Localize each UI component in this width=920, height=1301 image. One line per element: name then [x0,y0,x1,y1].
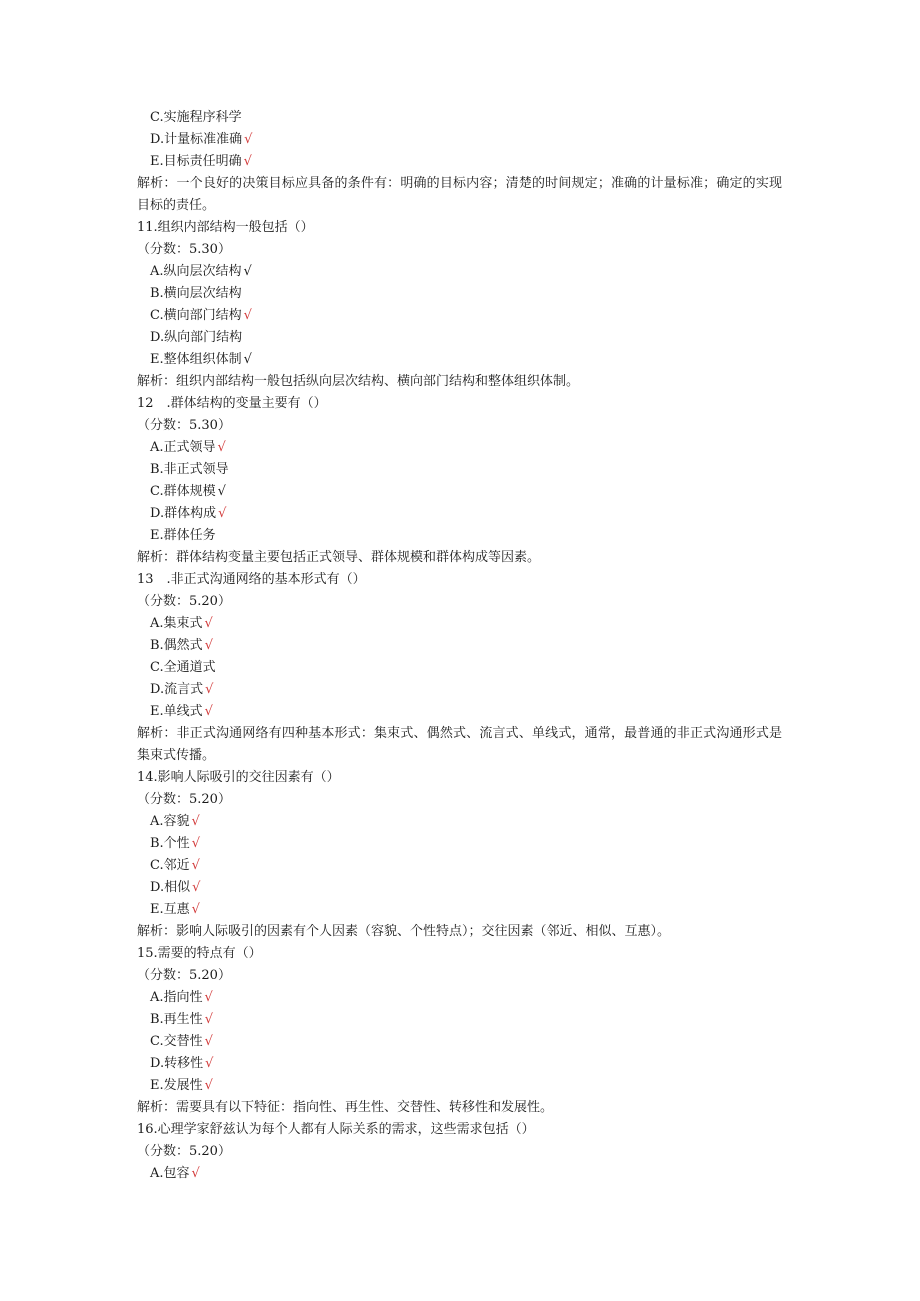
check-mark-icon: √ [217,440,226,455]
option-a [137,261,782,283]
option-e [137,525,782,547]
question-13 [137,569,782,767]
explanation: 解析：群体结构变量主要包括正式领导、群体规模和群体构成等因素。 [137,550,541,565]
check-mark-icon: √ [204,616,213,631]
option-text: C.横向部门结构 [150,308,242,323]
option-text: A.指向性 [150,990,203,1005]
explanation: 解析：组织内部结构一般包括纵向层次结构、横向部门结构和整体组织体制。 [137,374,580,389]
option-text: D.流言式 [150,682,204,697]
option-text: A.包容 [150,1166,190,1181]
option-text: C.群体规模 [150,484,216,499]
document-page [137,107,782,1185]
check-mark-icon: √ [204,1078,213,1093]
explanation: 解析：需要具有以下特征：指向性、再生性、交替性、转移性和发展性。 [137,1100,554,1115]
check-mark-icon: √ [191,902,200,917]
question-10-tail [137,107,782,217]
option-10-c [137,107,782,129]
option-10-d [137,129,782,151]
explanation: 解析：一个良好的决策目标应具备的条件有：明确的目标内容；清楚的时间规定；准确的计量标准；确定的实现目标的责任。 [137,176,782,213]
option-text: B.个性 [150,836,190,851]
option-d [137,327,782,349]
option-c [137,481,782,503]
check-mark-icon: √ [191,858,200,873]
option-text: E.发展性 [150,1078,203,1093]
option-text: C.邻近 [150,858,190,873]
check-mark-icon: √ [218,506,227,521]
question-score: （分数：5.20） [137,1144,231,1159]
option-text: C.交替性 [150,1034,203,1049]
option-d [137,1053,782,1075]
option-text: D.群体构成 [150,506,217,521]
check-mark-icon: √ [192,880,201,895]
option-text: D.转移性 [150,1056,204,1071]
option-e [137,701,782,723]
option-a [137,1163,782,1185]
option-a [137,613,782,635]
option-c [137,855,782,877]
check-mark-icon: √ [204,990,213,1005]
option-b [137,459,782,481]
check-mark-icon: √ [204,1034,213,1049]
option-text: A.容貌 [150,814,190,829]
check-mark-icon: √ [204,1012,213,1027]
option-text: D.计量标准准确 [150,132,243,147]
question-score: （分数：5.20） [137,594,231,609]
option-b [137,283,782,305]
check-mark-icon: √ [244,132,253,147]
question-title: 15.需要的特点有（） [137,946,262,961]
option-text: E.整体组织体制 [150,352,242,367]
option-text: D.纵向部门结构 [150,330,243,345]
option-d [137,877,782,899]
question-score: （分数：5.20） [137,792,231,807]
question-score: （分数：5.20） [137,968,231,983]
option-text: E.单线式 [150,704,203,719]
question-14 [137,767,782,943]
check-mark-icon: √ [191,814,200,829]
option-c [137,657,782,679]
question-16 [137,1119,782,1185]
option-text: B.非正式领导 [150,462,229,477]
check-mark-icon: √ [243,264,252,279]
question-title: 14.影响人际吸引的交往因素有（） [137,770,340,785]
option-a [137,437,782,459]
check-mark-icon: √ [243,352,252,367]
option-text: A.正式领导 [150,440,216,455]
question-score: （分数：5.30） [137,418,231,433]
option-c [137,305,782,327]
option-a [137,811,782,833]
option-c [137,1031,782,1053]
option-d [137,679,782,701]
option-a [137,987,782,1009]
question-11 [137,217,782,393]
question-score: （分数：5.30） [137,242,231,257]
check-mark-icon: √ [204,638,213,653]
check-mark-icon: √ [204,704,213,719]
check-mark-icon: √ [205,682,214,697]
option-text: A.集束式 [150,616,203,631]
option-e [137,1075,782,1097]
check-mark-icon: √ [243,308,252,323]
option-text: B.横向层次结构 [150,286,242,301]
option-text: B.偶然式 [150,638,203,653]
option-b [137,635,782,657]
option-e [137,349,782,371]
explanation: 解析：影响人际吸引的因素有个人因素（容貌、个性特点）；交往因素（邻近、相似、互惠）。 [137,924,671,939]
option-text: A.纵向层次结构 [150,264,242,279]
option-text: E.互惠 [150,902,190,917]
option-b [137,833,782,855]
question-title: 11.组织内部结构一般包括（） [137,220,314,235]
option-b [137,1009,782,1031]
option-text: C.实施程序科学 [150,110,242,125]
option-text: E.目标责任明确 [150,154,242,169]
option-text: D.相似 [150,880,191,895]
check-mark-icon: √ [191,1166,200,1181]
question-title: 16.心理学家舒兹认为每个人都有人际关系的需求，这些需求包括（） [137,1122,535,1137]
question-title: 13 .非正式沟通网络的基本形式有（） [137,572,366,587]
option-e [137,899,782,921]
question-15 [137,943,782,1119]
check-mark-icon: √ [205,1056,214,1071]
check-mark-icon: √ [217,484,226,499]
question-title: 12 .群体结构的变量主要有（） [137,396,327,411]
option-10-e [137,151,782,173]
check-mark-icon: √ [191,836,200,851]
option-text: E.群体任务 [150,528,216,543]
option-text: B.再生性 [150,1012,203,1027]
question-12 [137,393,782,569]
check-mark-icon: √ [243,154,252,169]
option-d [137,503,782,525]
option-text: C.全通道式 [150,660,216,675]
explanation: 解析：非正式沟通网络有四种基本形式：集束式、偶然式、流言式、单线式，通常，最普通的非正式沟通形式是集束式传播。 [137,726,782,763]
